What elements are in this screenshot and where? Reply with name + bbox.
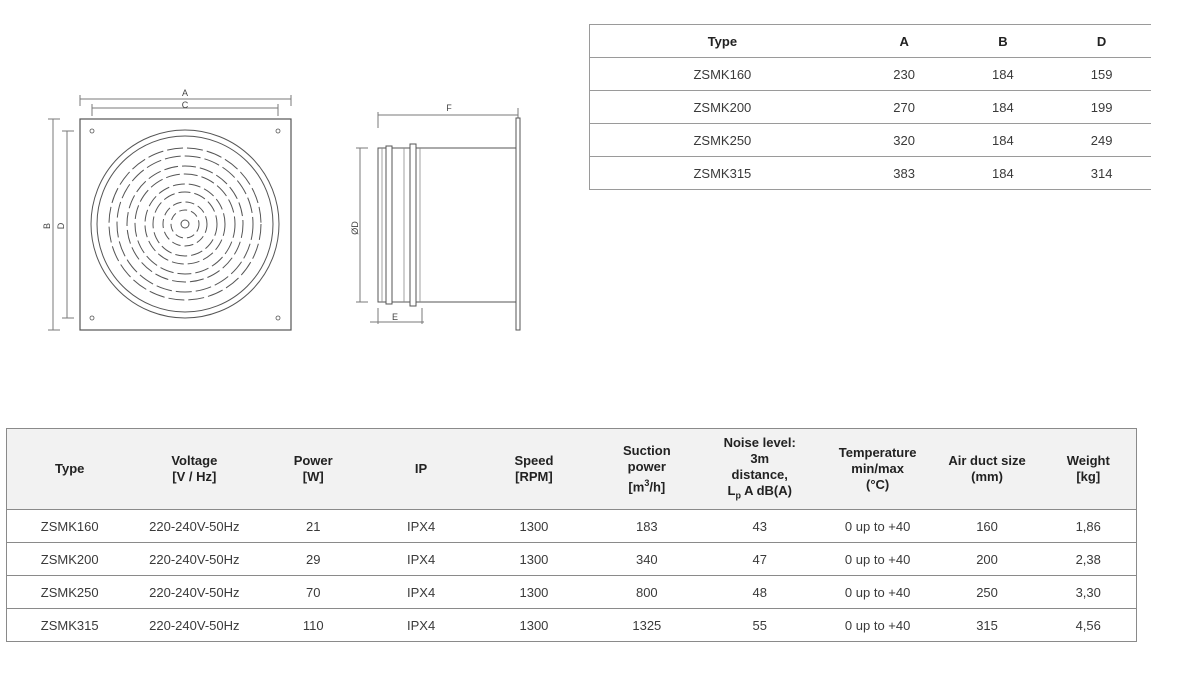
cell-weight: 2,38 (1040, 543, 1136, 576)
cell-a: 383 (855, 157, 954, 190)
fan-front-view-drawing (38, 84, 308, 334)
cell-air-duct-size: 160 (934, 510, 1041, 543)
cell-type: ZSMK250 (7, 576, 133, 609)
cell-noise-level: 43 (698, 510, 822, 543)
cell-suction-power: 183 (596, 510, 698, 543)
cell-type: ZSMK315 (7, 609, 133, 642)
cell-temperature: 0 up to +40 (822, 510, 934, 543)
dimensions-table (589, 24, 1151, 190)
table-row (590, 58, 1152, 91)
specifications-header-row (7, 429, 1137, 510)
cell-ip: IPX4 (370, 543, 472, 576)
cell-a: 270 (855, 91, 954, 124)
header-b: B (954, 25, 1053, 58)
cell-voltage: 220-240V-50Hz (132, 510, 256, 543)
cell-temperature: 0 up to +40 (822, 543, 934, 576)
cell-noise-level: 47 (698, 543, 822, 576)
table-row (7, 576, 1137, 609)
table-row (7, 543, 1137, 576)
header-ip: IP (370, 429, 472, 510)
cell-ip: IPX4 (370, 609, 472, 642)
cell-speed: 1300 (472, 510, 596, 543)
cell-temperature: 0 up to +40 (822, 576, 934, 609)
header-voltage: Voltage [V / Hz] (132, 429, 256, 510)
header-type: Type (590, 25, 855, 58)
cell-voltage: 220-240V-50Hz (132, 543, 256, 576)
cell-type: ZSMK315 (590, 157, 855, 190)
table-row (7, 609, 1137, 642)
cell-ip: IPX4 (370, 510, 472, 543)
header-type: Type (7, 429, 133, 510)
dimension-c-label: C (181, 100, 189, 110)
cell-power: 70 (256, 576, 370, 609)
cell-suction-power: 340 (596, 543, 698, 576)
cell-b: 184 (954, 91, 1053, 124)
cell-d: 249 (1052, 124, 1151, 157)
table-row (7, 510, 1137, 543)
cell-speed: 1300 (472, 543, 596, 576)
cell-air-duct-size: 250 (934, 576, 1041, 609)
header-air-duct-size: Air duct size (mm) (934, 429, 1041, 510)
dimension-f-label: F (446, 103, 452, 113)
cell-power: 29 (256, 543, 370, 576)
header-noise-level: Noise level: 3m distance, $L_p$ A dB(A) (698, 429, 822, 510)
cell-temperature: 0 up to +40 (822, 609, 934, 642)
cell-ip: IPX4 (370, 576, 472, 609)
dimension-d-label: D (56, 222, 66, 230)
cell-type: ZSMK250 (590, 124, 855, 157)
header-power: Power [W] (256, 429, 370, 510)
header-a: A (855, 25, 954, 58)
cell-air-duct-size: 200 (934, 543, 1041, 576)
table-row (590, 91, 1152, 124)
specifications-table (6, 428, 1137, 642)
table-row (590, 157, 1152, 190)
fan-side-view-drawing (348, 98, 538, 334)
table-row (590, 124, 1152, 157)
cell-power: 110 (256, 609, 370, 642)
cell-a: 230 (855, 58, 954, 91)
header-weight: Weight [kg] (1040, 429, 1136, 510)
header-temperature: Temperature min/max (°C) (822, 429, 934, 510)
header-suction-power: Suction power $[m^3/h]$ (596, 429, 698, 510)
dimensions-header-row (590, 25, 1152, 58)
cell-suction-power: 1325 (596, 609, 698, 642)
cell-speed: 1300 (472, 576, 596, 609)
cell-b: 184 (954, 157, 1053, 190)
cell-type: ZSMK160 (7, 510, 133, 543)
cell-d: 159 (1052, 58, 1151, 91)
cell-a: 320 (855, 124, 954, 157)
cell-type: ZSMK160 (590, 58, 855, 91)
cell-noise-level: 48 (698, 576, 822, 609)
header-speed: Speed [RPM] (472, 429, 596, 510)
cell-air-duct-size: 315 (934, 609, 1041, 642)
cell-weight: 3,30 (1040, 576, 1136, 609)
dimension-b-label: B (42, 222, 52, 230)
cell-suction-power: 800 (596, 576, 698, 609)
dimension-e-label: E (391, 312, 399, 322)
cell-voltage: 220-240V-50Hz (132, 609, 256, 642)
cell-voltage: 220-240V-50Hz (132, 576, 256, 609)
cell-speed: 1300 (472, 609, 596, 642)
cell-noise-level: 55 (698, 609, 822, 642)
cell-type: ZSMK200 (7, 543, 133, 576)
cell-weight: 1,86 (1040, 510, 1136, 543)
dimension-od-label: ØD (350, 221, 360, 235)
cell-type: ZSMK200 (590, 91, 855, 124)
cell-power: 21 (256, 510, 370, 543)
header-d: D (1052, 25, 1151, 58)
cell-b: 184 (954, 124, 1053, 157)
cell-b: 184 (954, 58, 1053, 91)
cell-d: 314 (1052, 157, 1151, 190)
cell-weight: 4,56 (1040, 609, 1136, 642)
cell-d: 199 (1052, 91, 1151, 124)
dimension-a-label: A (181, 88, 189, 98)
